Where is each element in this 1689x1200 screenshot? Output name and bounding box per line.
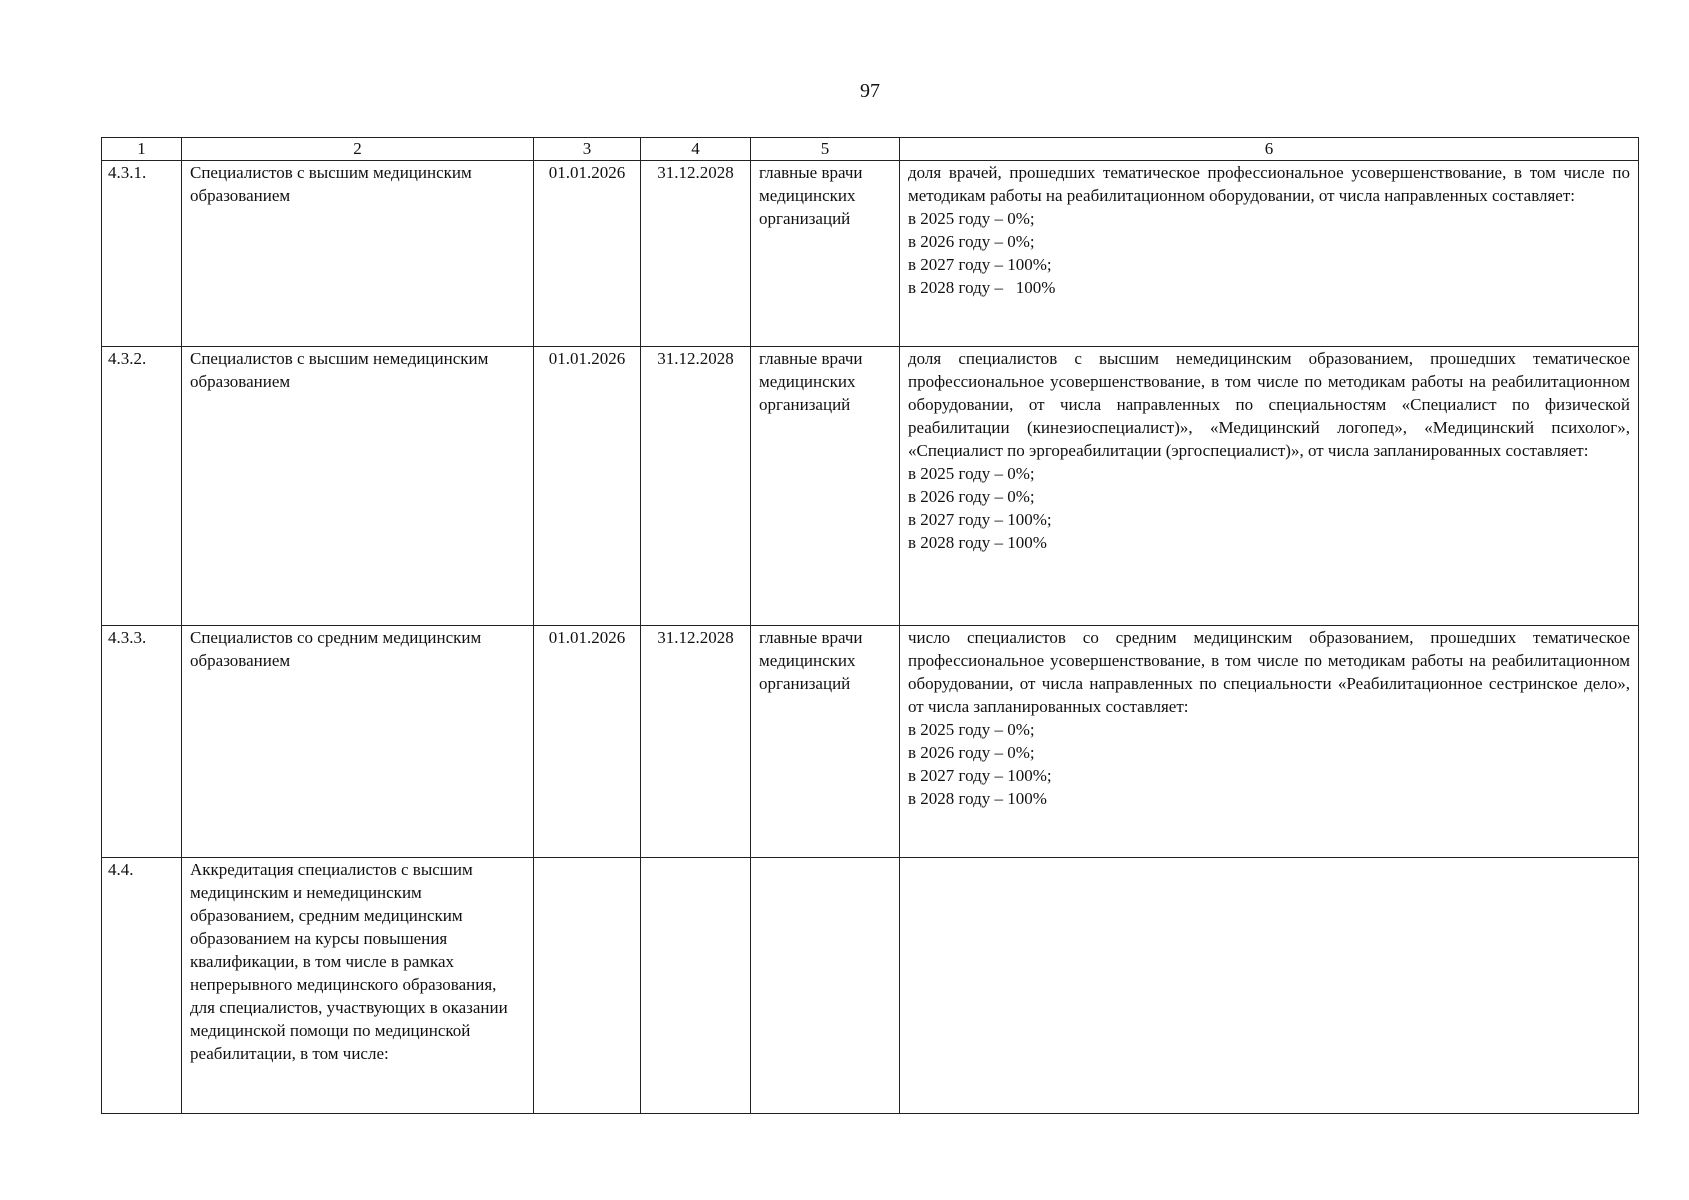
table-row xyxy=(102,626,1639,858)
table-row xyxy=(102,161,1639,347)
responsible: главные врачи медицинских организаций xyxy=(751,347,900,626)
indicator-cell xyxy=(900,161,1639,347)
item-number: 4.3.1. xyxy=(102,161,182,347)
indicator-year-value: в 2027 году – 100%; xyxy=(908,255,1052,274)
responsible: главные врачи медицинских организаций xyxy=(751,161,900,347)
responsible xyxy=(751,858,900,1114)
indicator-year-value: в 2026 году – 0%; xyxy=(908,232,1035,251)
end-date: 31.12.2028 xyxy=(641,626,751,858)
indicator-cell xyxy=(900,858,1639,1114)
indicator-cell xyxy=(900,626,1639,858)
indicator-text: доля специалистов с высшим немедицинским образованием, прошедших тематическое профессиональное усовершенствование, в том числе по методикам работы на реабилитационном оборудовании, от числа направленных по специальностям «Специалист по физической реабилитации (кинезиоспециалист)», «Медицинский логопед», «Медицинский психолог», «Специалист по эргореабилитации (эргоспециалист)», от числа запланированных составляет: xyxy=(908,349,1630,460)
column-header: 4 xyxy=(641,138,751,161)
indicator-year-value: в 2028 году – 100% xyxy=(908,789,1047,808)
indicator-year-value: в 2025 году – 0%; xyxy=(908,720,1035,739)
item-name: Специалистов с высшим медицинским образованием xyxy=(182,161,534,347)
end-date: 31.12.2028 xyxy=(641,347,751,626)
page-number: 97 xyxy=(860,80,880,102)
indicator-year-value: в 2028 году – 100% xyxy=(908,278,1056,297)
table-row xyxy=(102,858,1639,1114)
start-date: 01.01.2026 xyxy=(534,347,641,626)
start-date xyxy=(534,858,641,1114)
indicator-cell xyxy=(900,347,1639,626)
item-number: 4.3.2. xyxy=(102,347,182,626)
indicator-year-value: в 2027 году – 100%; xyxy=(908,766,1052,785)
column-header: 3 xyxy=(534,138,641,161)
end-date: 31.12.2028 xyxy=(641,161,751,347)
item-name: Аккредитация специалистов с высшим медицинским и немедицинским образованием, средним медицинским образованием на курсы повышения квалификации, в том числе в рамках непрерывного медицинского образования, для специалистов, участвующих в оказании медицинской помощи по медицинской реабилитации, в том числе: xyxy=(182,858,534,1114)
start-date: 01.01.2026 xyxy=(534,626,641,858)
indicator-year-value: в 2025 году – 0%; xyxy=(908,209,1035,228)
item-number: 4.4. xyxy=(102,858,182,1114)
item-name: Специалистов с высшим немедицинским образованием xyxy=(182,347,534,626)
item-name: Специалистов со средним медицинским образованием xyxy=(182,626,534,858)
column-header: 6 xyxy=(900,138,1639,161)
start-date: 01.01.2026 xyxy=(534,161,641,347)
indicator-year-value: в 2028 году – 100% xyxy=(908,533,1047,552)
indicator-year-value: в 2026 году – 0%; xyxy=(908,743,1035,762)
indicator-year-value: в 2026 году – 0%; xyxy=(908,487,1035,506)
responsible: главные врачи медицинских организаций xyxy=(751,626,900,858)
end-date xyxy=(641,858,751,1114)
column-header: 2 xyxy=(182,138,534,161)
indicator-year-value: в 2027 году – 100%; xyxy=(908,510,1052,529)
indicator-text: число специалистов со средним медицинским образованием, прошедших тематическое профессиональное усовершенствование, в том числе по методикам работы на реабилитационном оборудовании, от числа направленных по специальности «Реабилитационное сестринское дело», от числа запланированных составляет: xyxy=(908,628,1630,716)
table-row xyxy=(102,347,1639,626)
column-header: 1 xyxy=(102,138,182,161)
indicator-text: доля врачей, прошедших тематическое профессиональное усовершенствование, в том числе по методикам работы на реабилитационном оборудовании, от числа направленных составляет: xyxy=(908,163,1630,205)
column-header: 5 xyxy=(751,138,900,161)
item-number: 4.3.3. xyxy=(102,626,182,858)
indicator-year-value: в 2025 году – 0%; xyxy=(908,464,1035,483)
table-header-row xyxy=(102,138,1639,161)
plan-table xyxy=(101,137,1639,1114)
